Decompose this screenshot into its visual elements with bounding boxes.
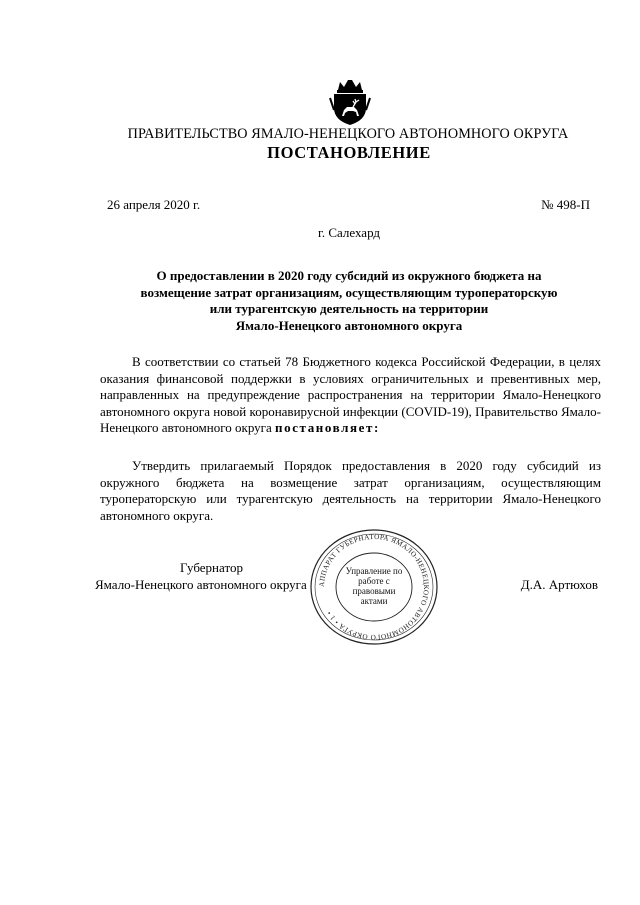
signatory-title-line1: Губернатор xyxy=(180,560,243,575)
subject-line: О предоставлении в 2020 году субсидий из окружного бюджета на xyxy=(156,268,542,283)
subject-line: возмещение затрат организациям, осуществляющим туроператорскую xyxy=(140,284,558,300)
document-city: г. Салехард xyxy=(317,225,381,240)
subject-line: или турагентскую деятельность на территории xyxy=(209,301,489,316)
signatory-title-line2: Ямало-Ненецкого автономного округа xyxy=(95,577,307,592)
document-subject xyxy=(100,268,598,334)
paragraph-text: Утвердить прилагаемый Порядок предоставления в 2020 году субсидий из окружного бюджета на возмещение затрат организациям, осуществляющим туроператорскую или турагентскую деятельность на территории Ямало-Ненецкого автономного округа. xyxy=(100,458,601,523)
decree-word: постановляет: xyxy=(275,420,380,435)
coat-of-arms-icon xyxy=(326,80,374,126)
document-type: ПОСТАНОВЛЕНИЕ xyxy=(267,143,431,162)
document-number: № 498-П xyxy=(541,197,590,212)
organization-title: ПРАВИТЕЛЬСТВО ЯМАЛО-НЕНЕЦКОГО АВТОНОМНОГО ОКРУГА xyxy=(127,126,569,142)
paragraph-text: В соответствии со статьей 78 Бюджетного кодекса Российской Федерации, в целях оказания финансовой поддержки в условиях ограничительных и превентивных мер, направленных на предупреждение распространения на территории Ямало-Ненецкого автономного округа новой коронавирусной инфекции (COVID-19), Правительство Ямало-Ненецкого автономного округа xyxy=(100,354,601,435)
signatory-name: Д.А. Артюхов xyxy=(520,577,598,592)
document-date: 26 апреля 2020 г. xyxy=(107,197,201,212)
subject-line: Ямало-Ненецкого автономного округа xyxy=(235,317,463,333)
stamp-center-text: Управление по работе с правовыми актами xyxy=(345,566,403,606)
stamp-ring-text: АППАРАТ ГУБЕРНАТОРА ЯМАЛО-НЕНЕЦКОГО АВТОНОМНОГО ОКРУГА • 1 • xyxy=(317,532,431,642)
body-paragraph-1 xyxy=(100,354,601,437)
body-paragraph-2 xyxy=(100,458,601,524)
